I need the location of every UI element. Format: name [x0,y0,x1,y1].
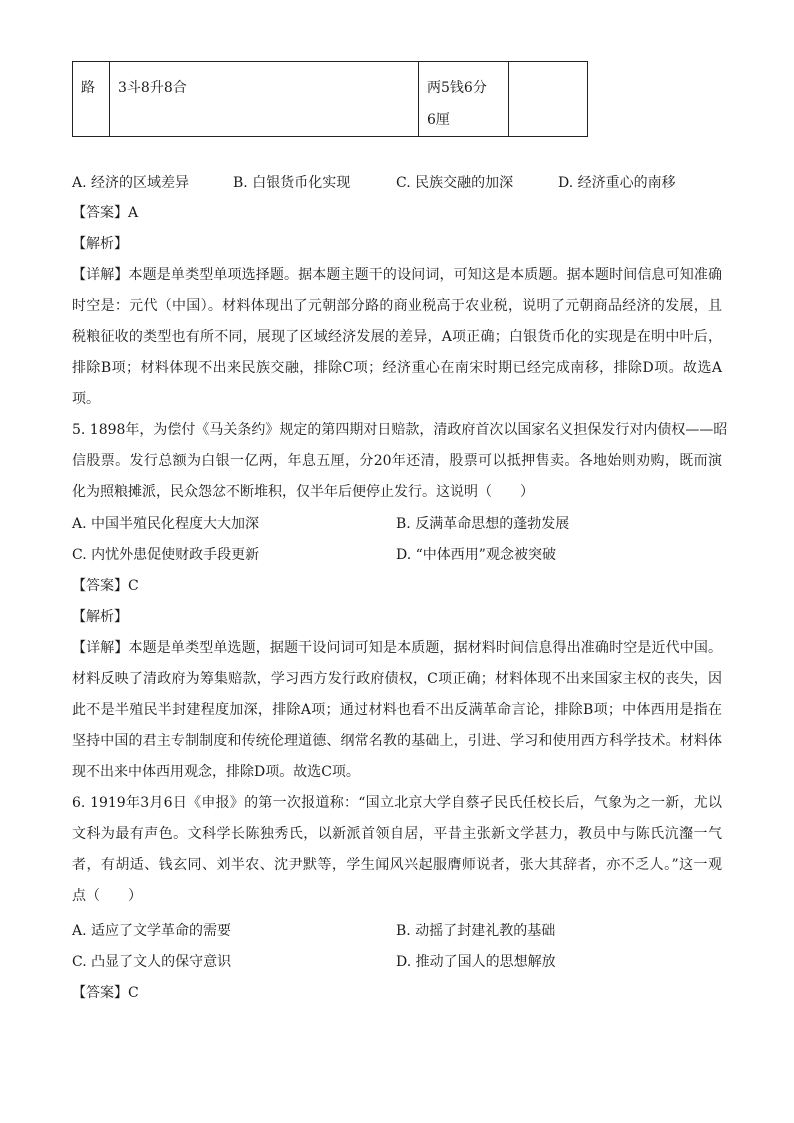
q5-stem-line-2: 信股票。发行总额为白银一亿两，年息五厘，分20年还清，股票可以抵押售卖。各地始则劝购，既而演 [72,453,722,469]
q5-option-a: A. 中国半殖民化程度大大加深 [72,516,260,532]
q5-option-c: C. 内忧外患促使财政手段更新 [72,547,260,563]
q5-detail-line-1: 【详解】本题是单类型单选题，据题干设问词可知是本质题，据材料时间信息得出准确时空是近代中国。 [72,640,722,656]
q5-stem-line-1: 5. 1898年，为偿付《马关条约》规定的第四期对日赔款，清政府首次以国家名义担保发行对内债权——昭 [72,422,728,438]
table-cell-empty [509,62,588,137]
q5-detail-line-3: 此不是半殖民半封建程度加深，排除A项；通过材料也看不出反满革命言论，排除B项；中体西用是指在 [72,702,722,718]
q6-answer: 【答案】C [72,985,139,1001]
q4-answer: 【答案】A [72,205,139,221]
q4-detail-line-4: 排除B项；材料体现不出来民族交融，排除C项；经济重心在南宋时期已经完成南移，排除D项。故选A [72,360,722,376]
q4-option-a: A. 经济的区域差异 [72,175,190,191]
table-row [73,62,588,137]
q4-analysis-heading: 【解析】 [72,236,128,252]
table-cell-grain: 3斗8升8合 [110,62,419,137]
q5-detail-line-2: 材料反映了清政府为筹集赔款，学习西方发行政府债权，C项正确；材料体现不出来国家主权的丧失，因 [72,671,722,687]
table-cell-silver [419,62,509,137]
q4-detail-line-3: 税粮征收的类型也有所不同，展现了区域经济发展的差异，A项正确；白银货币化的实现是在明中叶后， [72,329,722,345]
q6-option-b: B. 动摇了封建礼教的基础 [396,923,556,939]
q6-option-c: C. 凸显了文人的保守意识 [72,954,232,970]
q6-stem-line-2: 文科为最有声色。文科学长陈独秀氏，以新派首领自居，平昔主张新文学甚力，教员中与陈氏沆瀣一气 [72,826,722,842]
q5-stem-line-3: 化为照粮摊派，民众怨忿不断堆积，仅半年后便停止发行。这说明（ ） [72,484,534,500]
q6-stem-line-1: 6. 1919年3月6日《申报》的第一次报道称：“国立北京大学自蔡孑民氏任校长后，气象为之一新，尤以 [72,795,722,811]
q5-answer: 【答案】C [72,578,139,594]
q5-analysis-heading: 【解析】 [72,609,128,625]
q6-stem-line-3: 者，有胡适、钱玄同、刘半农、沈尹默等，学生闻风兴起服膺师说者，张大其辞者，亦不乏人。”这一观 [72,857,722,873]
tax-table-fragment [72,61,588,137]
q5-detail-line-5: 现不出来中体西用观念，排除D项。故选C项。 [72,764,360,780]
q6-option-d: D. 推动了国人的思想解放 [396,954,556,970]
q4-detail-line-5: 项。 [72,391,100,407]
q4-detail-line-2: 时空是：元代（中国）。材料体现出了元朝部分路的商业税高于农业税，说明了元朝商品经济的发展，且 [72,298,722,314]
q4-detail-line-1: 【详解】本题是单类型单项选择题。据本题主题干的设问词，可知这是本质题。据本题时间信息可知准确 [72,267,722,283]
table-cell-region: 路 [73,62,110,137]
q5-option-d: D. “中体西用”观念被突破 [396,547,556,563]
q5-option-b: B. 反满革命思想的蓬勃发展 [396,516,570,532]
table-cell-silver-line1: 两5钱6分 [427,80,487,96]
q6-stem-line-4: 点（ ） [72,888,142,904]
q6-option-a: A. 适应了文学革命的需要 [72,923,232,939]
q4-option-c: C. 民族交融的加深 [396,175,514,191]
table-cell-silver-line2: 6厘 [427,112,450,128]
q5-detail-line-4: 坚持中国的君主专制制度和传统伦理道德、纲常名教的基础上，引进、学习和使用西方科学技术。材料体 [72,733,722,749]
q4-option-d: D. 经济重心的南移 [558,175,676,191]
q4-option-b: B. 白银货币化实现 [233,175,351,191]
